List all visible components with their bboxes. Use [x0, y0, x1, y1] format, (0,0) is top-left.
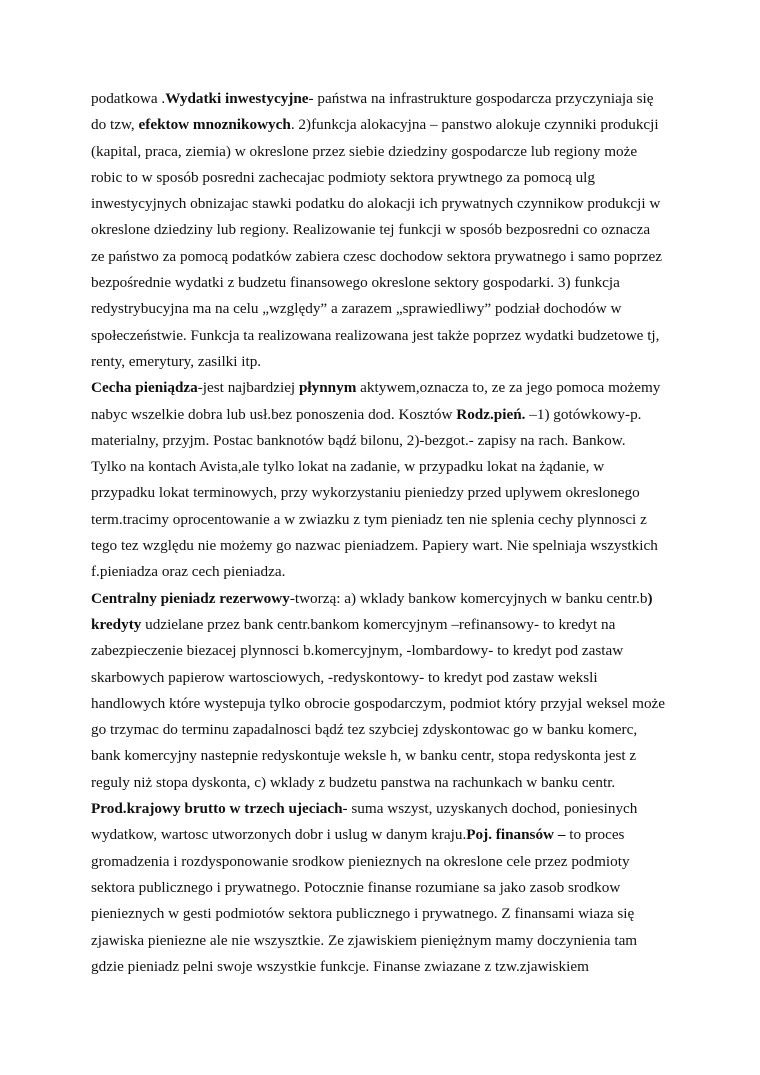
text-line	[91, 86, 691, 112]
text-line	[91, 428, 691, 454]
text-run: nabyc wszelkie dobra lub usł.bez ponoszenia dod. Kosztów	[91, 405, 457, 423]
text-line	[91, 638, 691, 664]
text-line	[91, 822, 691, 848]
text-line	[91, 901, 691, 927]
text-run: - suma wszyst, uzyskanych dochod, poniesinych	[342, 800, 638, 818]
text-run: renty, emerytury, zasilki itp.	[91, 352, 262, 370]
text-run: - państwa na infrastrukture gospodarcza przyczyniaja się	[308, 90, 654, 107]
text-run: handlowych które wystepuja tylko obrocie gospodarczym, podmiot który przyjal weksel może	[91, 694, 666, 712]
text-line	[91, 612, 691, 638]
text-line	[91, 112, 691, 138]
text-run: okreslone dziedziny lub regiony. Realizowanie tej funkcji w sposób bezposredni co oznacza	[91, 221, 651, 239]
text-run: udzielane przez bank centr.bankom komercyjnym –refinansowy- to kredyt na	[141, 615, 616, 633]
text-line	[91, 507, 691, 533]
text-run: tego tez względu nie możemy go nazwac pieniadzem. Papiery wart. Nie spelniaja wszystkich	[91, 537, 658, 555]
text-run: materialny, przyjm. Postac banknotów bądź bilonu, 2)-bezgot.- zapisy na rach. Bankow.	[91, 431, 626, 449]
text-run: -jest najbardziej	[197, 379, 299, 397]
text-line	[91, 796, 691, 822]
text-run: pienieznych w gesti podmiotów sektora publicznego i prywatnego. Z finansami wiaza się	[91, 905, 635, 923]
text-run: term.tracimy oprocentowanie a w zwiazku z tym pieniadz ten nie splenia cechy plynnosci z	[91, 510, 647, 528]
bold-text-run: Centralny pieniadz rezerwowy	[91, 589, 290, 607]
text-run: społeczeństwie. Funkcja ta realizowana realizowana jest także poprzez wydatki budzetowe tj,	[91, 326, 660, 344]
text-run: zabezpieczenie biezacej plynnosci b.komercyjnym, -lombardowy- to kredyt pod zastaw	[91, 642, 624, 660]
text-run: skarbowych papierow wartosciowych, -redyskontowy- to kredyt pod zastaw weksli	[91, 668, 598, 686]
text-line	[91, 954, 691, 980]
text-line	[91, 928, 691, 954]
text-run: reguly niż stopa dyskonta, c) wklady z budzetu panstwa na rachunkach w banku centr.	[91, 773, 616, 791]
text-run: redystrybucyjna ma na celu „względy” a zarazem „sprawiedliwy” podział dochodów w	[91, 300, 622, 318]
text-run: sektora publicznego i prywatnego. Potocznie finanse rozumiane sa jako zasob srodkow	[91, 878, 621, 896]
text-run: go trzymac do terminu zapadalnosci bądź tez szybciej zdyskontowac go w banku komerc,	[91, 721, 638, 739]
text-line	[91, 743, 691, 769]
text-run: ze państwo za pomocą podatków zabiera czesc dochodow sektora prywatnego i samo poprzez	[91, 247, 662, 265]
document-body-text	[91, 86, 691, 980]
text-line	[91, 217, 691, 243]
text-run: przypadku lokat terminowych, przy wykorzystaniu pieniedzy przed uplywem okreslonego	[91, 484, 640, 502]
text-line	[91, 402, 691, 428]
bold-text-run: Prod.krajowy brutto w trzech ujeciach	[91, 800, 343, 818]
bold-text-run: Cecha pieniądza	[91, 379, 198, 397]
text-run: f.pieniadza oraz cech pieniadza.	[91, 563, 286, 581]
text-run: do tzw,	[91, 116, 139, 134]
text-line	[91, 533, 691, 559]
text-run: bank komercyjny nastepnie redyskontuje weksle h, w banku centr, stopa redyskonta jest z	[91, 747, 637, 765]
text-line	[91, 559, 691, 585]
text-run: aktywem,oznacza to, ze za jego pomoca możemy	[356, 379, 661, 397]
text-run: . 2)funkcja alokacyjna – panstwo alokuje czynniki produkcji	[290, 116, 659, 134]
text-line	[91, 244, 691, 270]
text-run: gdzie pieniadz pelni swoje wszystkie funkcje. Finanse zwiazane z tzw.zjawiskiem	[91, 957, 589, 975]
text-run: zjawiska pieniezne ale nie wszysztkie. Ze zjawiskiem pieniężnym mamy doczynienia tam	[91, 931, 638, 949]
text-run: robic to w sposób posredni zachecajac podmioty sektora prywtnego za pomocą ulg	[91, 168, 595, 186]
text-line	[91, 849, 691, 875]
bold-text-run: kredyty	[91, 615, 142, 633]
text-run: inwestycyjnych obnizajac stawki podatku do alokacji ich prywatnych czynnikow produkcji w	[91, 195, 661, 213]
text-line	[91, 665, 691, 691]
bold-text-run: Rodz.pień.	[456, 405, 526, 423]
text-run: wydatkow, wartosc utworzonych dobr i uslug w danym kraju.	[91, 826, 467, 844]
text-line	[91, 139, 691, 165]
text-line	[91, 480, 691, 506]
text-run: gromadzenia i rozdysponowanie srodkow pienieznych na okreslone cele przez podmioty	[91, 852, 630, 870]
text-run: (kapital, praca, ziemia) w okreslone przez siebie dziedziny gospodarcze lub regiony może	[91, 142, 638, 160]
bold-text-run: płynnym	[298, 379, 357, 397]
text-line	[91, 454, 691, 480]
text-line	[91, 717, 691, 743]
bold-text-run: Wydatki inwestycyjne	[165, 90, 309, 107]
text-line	[91, 270, 691, 296]
text-line	[91, 375, 691, 401]
text-line	[91, 349, 691, 375]
bold-text-run: Poj. finansów –	[466, 826, 566, 844]
text-line	[91, 691, 691, 717]
text-line	[91, 323, 691, 349]
bold-text-run: )	[647, 589, 653, 607]
text-line	[91, 296, 691, 322]
text-line	[91, 165, 691, 191]
text-run: –1) gotówkowy-p.	[525, 405, 642, 423]
text-run: to proces	[565, 826, 625, 844]
text-run: Tylko na kontach Avista,ale tylko lokat na zadanie, w przypadku lokat na żądanie, w	[91, 458, 605, 476]
bold-text-run: efektow mnoznikowych	[138, 116, 291, 134]
text-line	[91, 875, 691, 901]
text-run: -tworzą: a) wklady bankow komercyjnych w banku centr.b	[289, 589, 648, 607]
text-line	[91, 586, 691, 612]
text-run: bezpośrednie wydatki z budzetu finansowego okreslone sektory gospodarki. 3) funkcja	[91, 274, 620, 292]
text-run: podatkowa .	[91, 90, 166, 107]
text-line	[91, 770, 691, 796]
text-line	[91, 191, 691, 217]
